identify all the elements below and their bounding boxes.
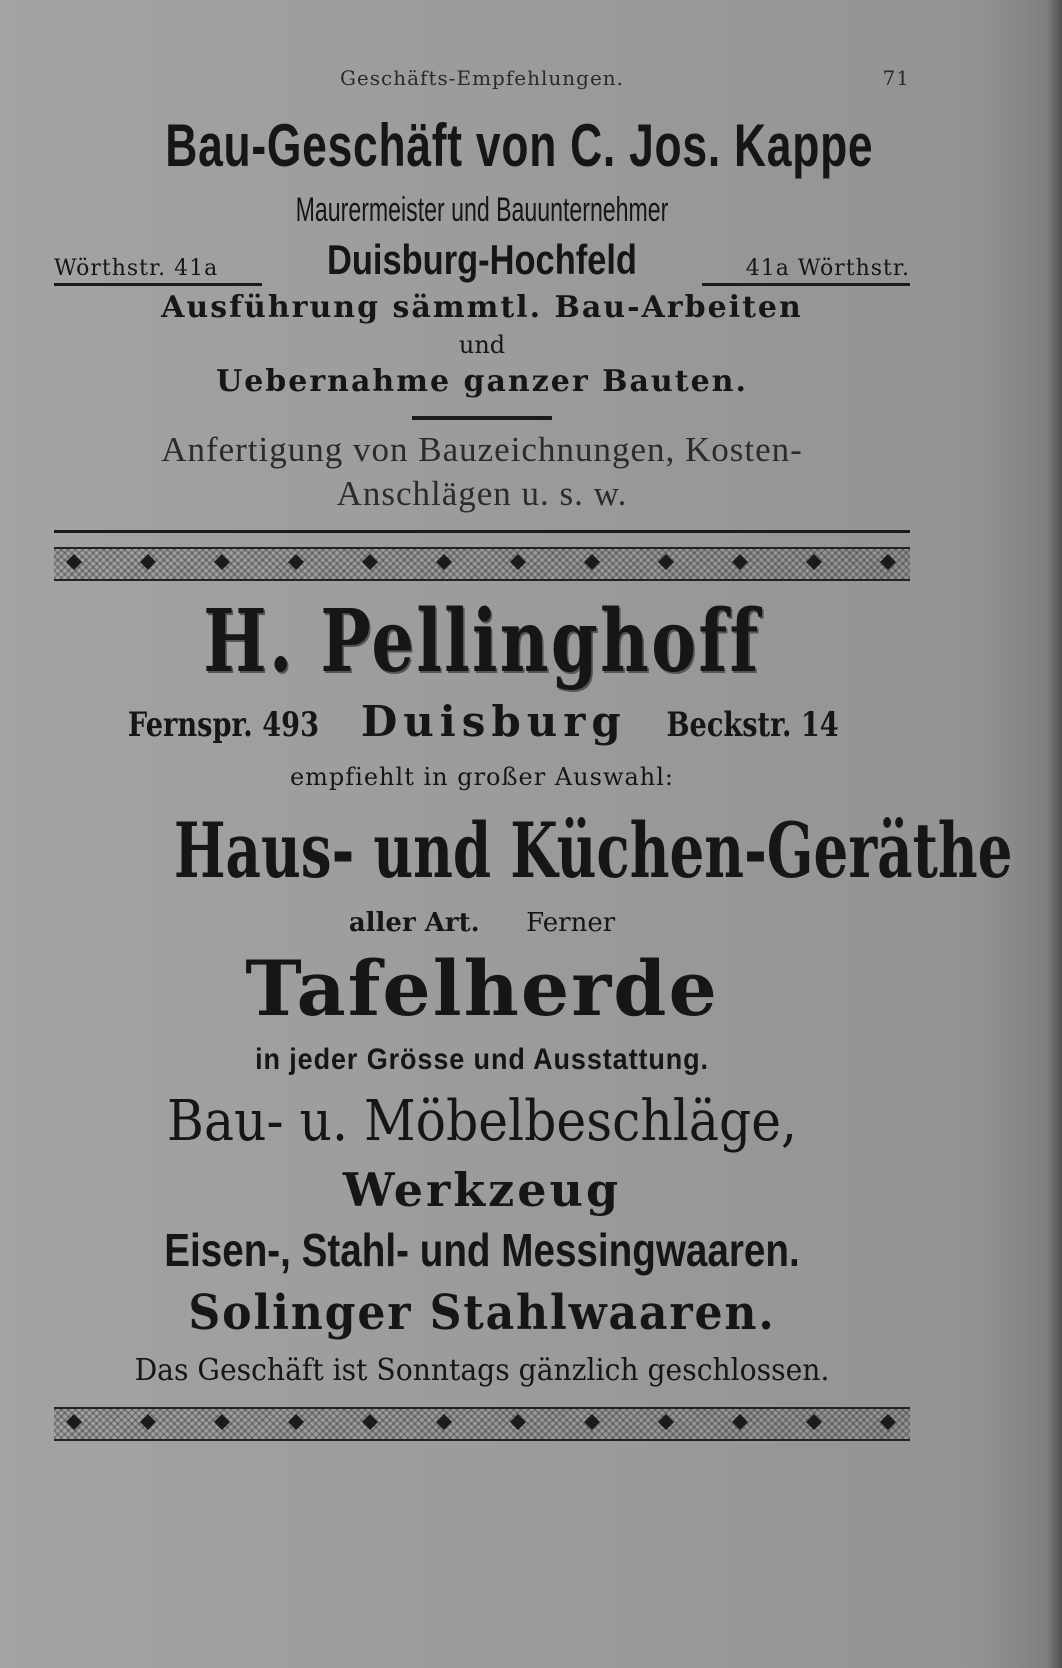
aller-art-line (54, 905, 910, 941)
kappe-title: Bau-Geschäft von C. Jos. Kappe (165, 112, 874, 179)
address-left: Wörthstr. 41a (54, 256, 262, 286)
diamond-pattern-icon (54, 1409, 910, 1435)
divider-rule (54, 530, 910, 533)
ornament-band-bottom (54, 1407, 910, 1441)
street-address: Beckstr. 14 (666, 705, 839, 745)
kappe-line-4: Anschlägen u. s. w. (336, 474, 628, 513)
pellinghoff-city: Duisburg (360, 697, 627, 746)
products-line-3: Bau- u. Möbelbeschläge, (166, 1089, 798, 1154)
ornament-band-top (54, 547, 910, 581)
kappe-line-2: Uebernahme ganzer Bauten. (216, 364, 748, 399)
kappe-line-3: Anfertigung von Bauzeichnungen, Kosten- (161, 430, 803, 469)
pellinghoff-contact-row (54, 697, 910, 757)
short-divider (412, 416, 552, 420)
pellinghoff-name: H. Pellinghoff (203, 591, 761, 692)
products-line-2-sub: in jeder Grösse und Ausstattung. (255, 1043, 709, 1076)
kappe-address-row (54, 234, 910, 286)
kappe-subtitle: Maurermeister und Bauunternehmer (295, 191, 669, 229)
kappe-line-1: Ausführung sämmtl. Bau-Arbeiten (161, 290, 803, 325)
products-line-6: Solinger Stahlwaaren. (188, 1285, 776, 1341)
running-head-title: Geschäfts-Empfehlungen. (339, 66, 625, 90)
products-line-1: Haus- und Küchen-Geräthe (173, 806, 1013, 895)
closing-notice: Das Geschäft ist Sonntags gänzlich geschlossen. (134, 1353, 830, 1388)
kappe-und: und (458, 331, 506, 359)
diamond-pattern-icon (54, 549, 910, 575)
ferner: Ferner (526, 908, 616, 938)
address-right: 41a Wörthstr. (702, 256, 910, 286)
products-line-5: Eisen-, Stahl- und Messingwaaren. (164, 1224, 800, 1276)
page-number: 71 (882, 66, 910, 90)
intro-line: empfiehlt in großer Auswahl: (289, 763, 675, 791)
running-head (54, 58, 910, 98)
aller-art: aller Art. (348, 908, 480, 938)
products-line-4: Werkzeug (342, 1163, 622, 1217)
products-line-2: Tafelherde (245, 944, 719, 1033)
page-content (54, 58, 1013, 1441)
phone-number: Fernspr. 493 (127, 705, 320, 745)
ad-kappe (54, 106, 910, 533)
kappe-city: Duisburg-Hochfeld (327, 236, 637, 283)
ad-pellinghoff (54, 587, 1013, 1397)
